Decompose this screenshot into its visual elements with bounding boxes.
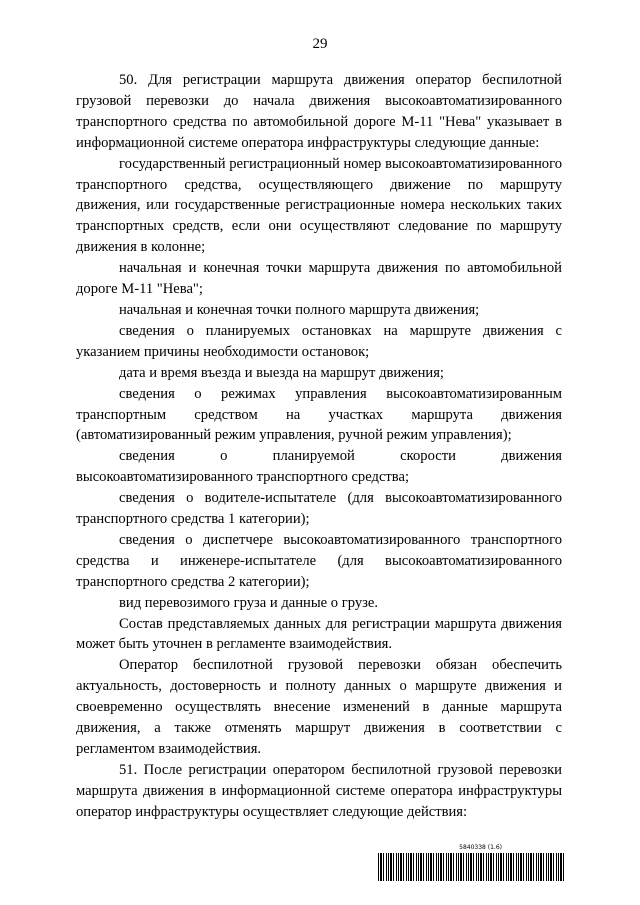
- list-item-test-driver: сведения о водителе-испытателе (для высокоавтоматизированного транспортного средства 1 категории);: [76, 490, 562, 528]
- page-number: 29: [312, 36, 328, 52]
- list-item-registration-number: государственный регистрационный номер высокоавтоматизированного транспортного средства, осуществляющего движение по маршруту движения, или государственные регистрационные номера нескольких таких транспортных средств, если они осуществляют следование по маршруту движения в колонне;: [76, 155, 562, 256]
- list-item-m11-points: начальная и конечная точки маршрута движения по автомобильной дороге М-11 "Нева";: [76, 260, 562, 298]
- document-body: [76, 70, 562, 823]
- list-item-full-route-points: начальная и конечная точки полного маршрута движения;: [119, 301, 480, 318]
- list-item-cargo: вид перевозимого груза и данные о грузе.: [119, 594, 379, 611]
- paragraph-50-intro: 50. Для регистрации маршрута движения оператор беспилотной грузовой перевозки до начала движения высокоавтоматизированного транспортного средства по автомобильной дороге М-11 "Нева" указывает в информационной системе оператора инфраструктуры следующие данные:: [76, 72, 562, 151]
- document-barcode: [378, 844, 564, 881]
- barcode-icon: [378, 853, 564, 881]
- list-item-planned-speed: сведения о планируемой скорости движения высокоавтоматизированного транспортного средства;: [76, 448, 562, 486]
- paragraph-51-intro: 51. После регистрации оператором беспилотной грузовой перевозки маршрута движения в информационной системе оператора инфраструктуры оператор инфраструктуры осуществляет следующие действия:: [76, 761, 562, 820]
- paragraph-operator-obligation: Оператор беспилотной грузовой перевозки обязан обеспечить актуальность, достоверность и полноту данных о маршруте движения и своевременно осуществлять внесение изменений в данные маршрута движения, а также отменять маршрут движения в соответствии с регламентом взаимодействия.: [76, 657, 562, 757]
- barcode-caption: 5840338 (1.6): [459, 844, 502, 851]
- list-item-planned-stops: сведения о планируемых остановках на маршруте движения с указанием причины необходимости остановок;: [76, 322, 562, 360]
- list-item-dispatcher-engineer: сведения о диспетчере высокоавтоматизированного транспортного средства и инженере-испытателе (для высокоавтоматизированного транспортного средства 2 категории);: [76, 531, 562, 590]
- list-item-control-modes: сведения о режимах управления высокоавтоматизированным транспортным средством на участках маршрута движения (автоматизированный режим управления, ручной режим управления);: [76, 385, 562, 444]
- list-item-entry-exit-time: дата и время въезда и выезда на маршрут движения;: [119, 364, 444, 381]
- paragraph-data-composition: Состав представляемых данных для регистрации маршрута движения может быть уточнен в регламенте взаимодействия.: [76, 615, 562, 653]
